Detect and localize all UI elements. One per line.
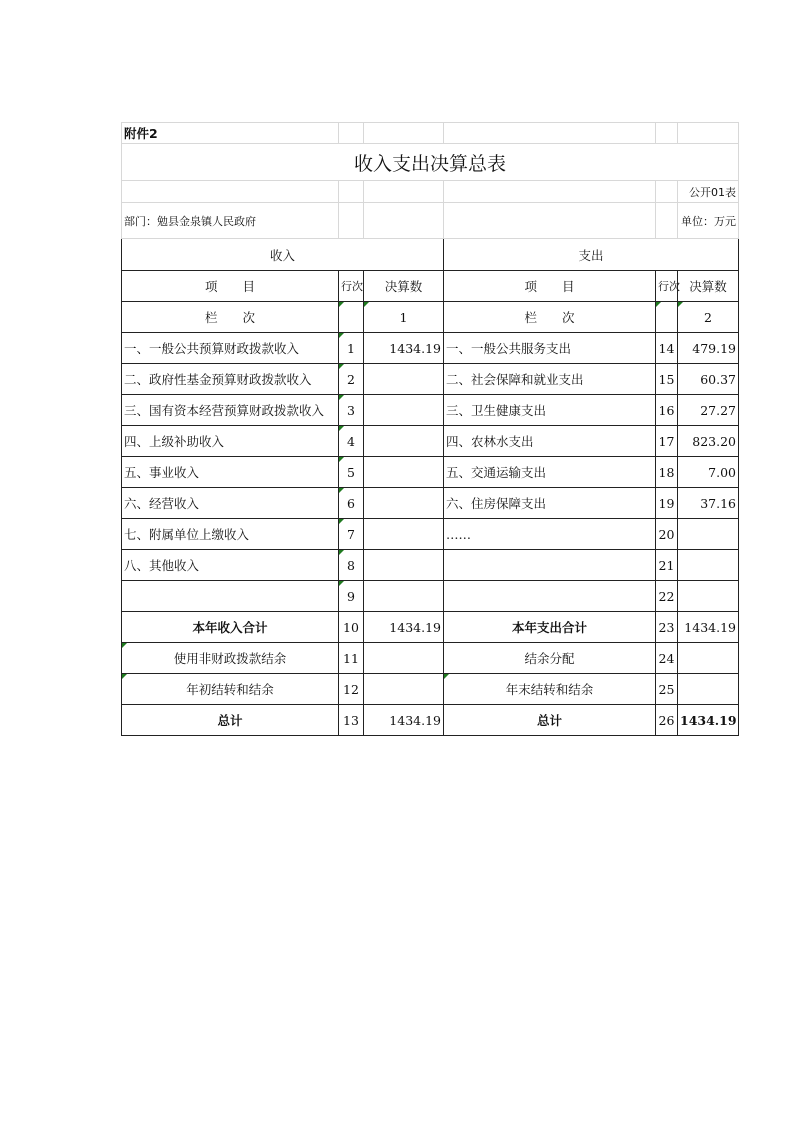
expense-item: 二、社会保障和就业支出 — [444, 364, 656, 395]
income-item: 四、上级补助收入 — [122, 426, 339, 457]
expense-item: 年末结转和结余 — [444, 674, 656, 705]
income-amount — [364, 395, 444, 426]
income-amount: 1434.19 — [364, 612, 444, 643]
expense-amount: 37.16 — [678, 488, 739, 519]
income-item-header: 项 目 — [122, 271, 339, 302]
expense-item: 五、交通运输支出 — [444, 457, 656, 488]
table-row — [122, 395, 739, 426]
expense-row-number: 17 — [656, 426, 678, 457]
expense-item — [444, 550, 656, 581]
expense-row-number: 15 — [656, 364, 678, 395]
income-item: 年初结转和结余 — [122, 674, 339, 705]
expense-amount — [678, 519, 739, 550]
income-item: 八、其他收入 — [122, 550, 339, 581]
income-item: 使用非财政拨款结余 — [122, 643, 339, 674]
expense-item: 结余分配 — [444, 643, 656, 674]
department-label: 部门：勉县金泉镇人民政府 — [122, 203, 339, 239]
income-rowno-header: 行次 — [339, 271, 364, 302]
income-item — [122, 581, 339, 612]
expense-item: 本年支出合计 — [444, 612, 656, 643]
expense-row-number: 21 — [656, 550, 678, 581]
page-title: 收入支出决算总表 — [122, 144, 739, 181]
expense-item: 总计 — [444, 705, 656, 736]
income-column-blank — [339, 302, 364, 333]
expense-item: 四、农林水支出 — [444, 426, 656, 457]
expense-row-number: 16 — [656, 395, 678, 426]
table-row — [122, 364, 739, 395]
income-row-number: 2 — [339, 364, 364, 395]
expense-item: 三、卫生健康支出 — [444, 395, 656, 426]
income-header: 收入 — [122, 239, 444, 271]
income-amount: 1434.19 — [364, 333, 444, 364]
table-row — [122, 674, 739, 705]
income-item: 本年收入合计 — [122, 612, 339, 643]
expense-amount — [678, 550, 739, 581]
unit-label: 单位：万元 — [678, 203, 739, 239]
expense-amount — [678, 581, 739, 612]
income-row-number: 12 — [339, 674, 364, 705]
table-row — [122, 426, 739, 457]
expense-amount: 823.20 — [678, 426, 739, 457]
income-row-number: 1 — [339, 333, 364, 364]
table-row — [122, 457, 739, 488]
income-amount-header: 决算数 — [364, 271, 444, 302]
income-item: 七、附属单位上缴收入 — [122, 519, 339, 550]
income-amount — [364, 550, 444, 581]
income-row-number: 5 — [339, 457, 364, 488]
table-row — [122, 643, 739, 674]
expense-amount: 1434.19 — [678, 612, 739, 643]
income-item: 三、国有资本经营预算财政拨款收入 — [122, 395, 339, 426]
income-item: 五、事业收入 — [122, 457, 339, 488]
attachment-label: 附件2 — [122, 123, 339, 144]
table-row — [122, 581, 739, 612]
expense-row-number: 24 — [656, 643, 678, 674]
expense-row-number: 18 — [656, 457, 678, 488]
expense-row-number: 25 — [656, 674, 678, 705]
income-row-number: 4 — [339, 426, 364, 457]
budget-summary-table — [121, 122, 739, 736]
expense-amount: 27.27 — [678, 395, 739, 426]
income-item: 一、一般公共预算财政拨款收入 — [122, 333, 339, 364]
expense-amount — [678, 674, 739, 705]
income-amount — [364, 581, 444, 612]
income-amount — [364, 488, 444, 519]
table-row — [122, 488, 739, 519]
expense-item: …… — [444, 519, 656, 550]
income-item: 总计 — [122, 705, 339, 736]
table-row — [122, 519, 739, 550]
income-column-label: 栏 次 — [122, 302, 339, 333]
table-row — [122, 550, 739, 581]
income-amount — [364, 457, 444, 488]
expense-amount-header: 决算数 — [678, 271, 739, 302]
form-code: 公开01表 — [678, 181, 739, 203]
income-item: 二、政府性基金预算财政拨款收入 — [122, 364, 339, 395]
expense-header: 支出 — [444, 239, 739, 271]
expense-column-number: 2 — [678, 302, 739, 333]
expense-amount: 479.19 — [678, 333, 739, 364]
income-amount — [364, 643, 444, 674]
income-amount — [364, 426, 444, 457]
income-amount — [364, 364, 444, 395]
income-amount — [364, 674, 444, 705]
expense-row-number: 14 — [656, 333, 678, 364]
expense-amount — [678, 643, 739, 674]
expense-column-blank — [656, 302, 678, 333]
expense-item — [444, 581, 656, 612]
expense-amount: 1434.19 — [678, 705, 739, 736]
annual-total-row — [122, 612, 739, 643]
income-amount: 1434.19 — [364, 705, 444, 736]
expense-column-label: 栏 次 — [444, 302, 656, 333]
expense-item-header: 项 目 — [444, 271, 656, 302]
table-row — [122, 333, 739, 364]
expense-item: 六、住房保障支出 — [444, 488, 656, 519]
income-row-number: 6 — [339, 488, 364, 519]
expense-row-number: 26 — [656, 705, 678, 736]
expense-item: 一、一般公共服务支出 — [444, 333, 656, 364]
income-row-number: 3 — [339, 395, 364, 426]
expense-row-number: 19 — [656, 488, 678, 519]
expense-amount: 60.37 — [678, 364, 739, 395]
income-column-number: 1 — [364, 302, 444, 333]
income-row-number: 9 — [339, 581, 364, 612]
grand-total-row — [122, 705, 739, 736]
expense-rowno-header: 行次 — [656, 271, 678, 302]
income-row-number: 13 — [339, 705, 364, 736]
income-amount — [364, 519, 444, 550]
income-row-number: 10 — [339, 612, 364, 643]
income-row-number: 8 — [339, 550, 364, 581]
expense-row-number: 20 — [656, 519, 678, 550]
income-row-number: 7 — [339, 519, 364, 550]
expense-amount: 7.00 — [678, 457, 739, 488]
expense-row-number: 22 — [656, 581, 678, 612]
income-row-number: 11 — [339, 643, 364, 674]
income-item: 六、经营收入 — [122, 488, 339, 519]
expense-row-number: 23 — [656, 612, 678, 643]
